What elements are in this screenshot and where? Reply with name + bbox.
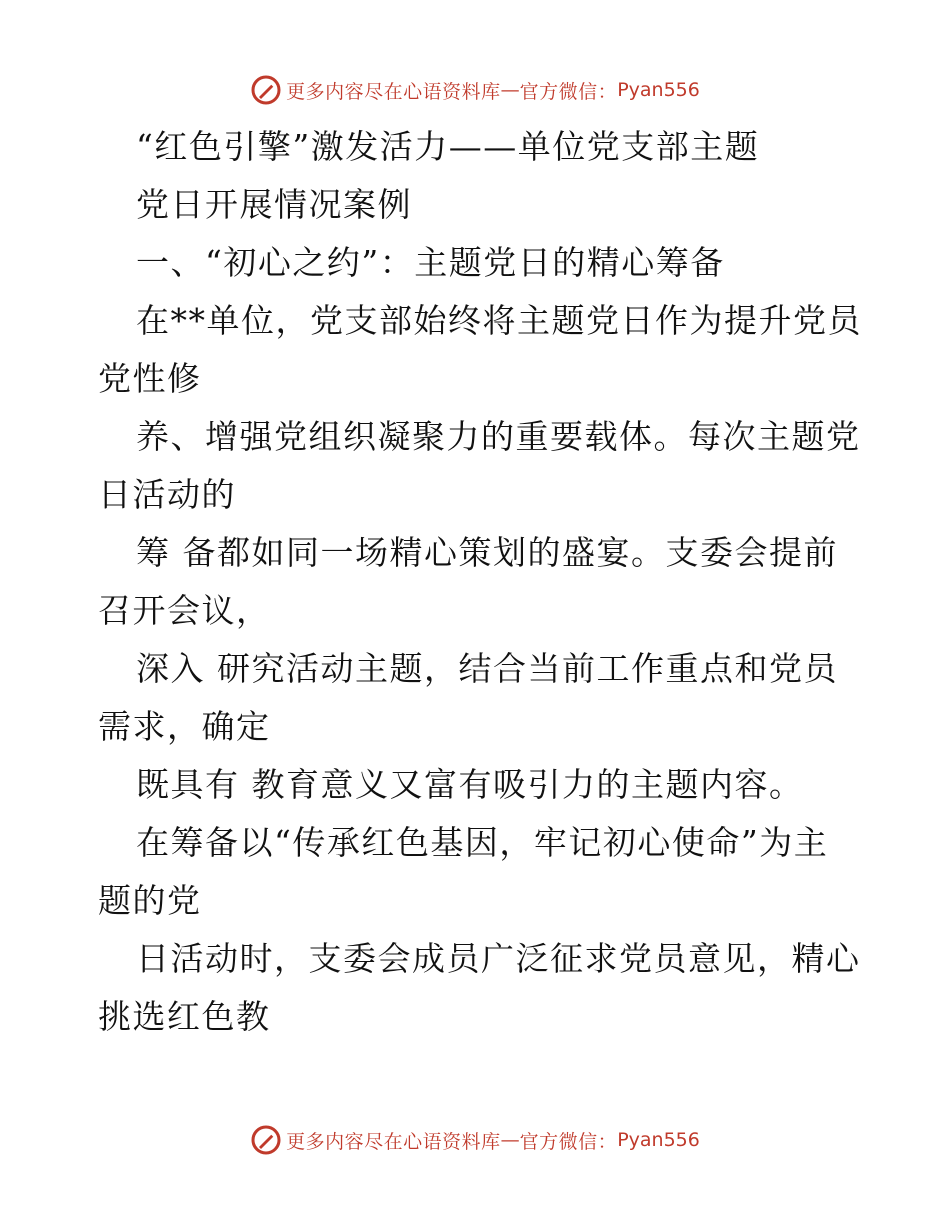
footer-separator: — [500,1129,520,1151]
footer-site-text: 更多内容尽在心语资料库 [286,1130,501,1153]
paragraph-line: 既具有 教育意义又富有吸引力的主题内容。 [136,765,804,804]
header-wechat-id: Pyan556 [617,79,700,101]
paragraph-line: 在筹备以“传承红色基因，牢记初心使命”为主 [136,823,829,862]
header-separator: — [500,79,520,101]
paragraph-line: 题的党 [98,881,202,920]
paragraph-line: 日活动时，支委会成员广泛征求党员意见，精心 [136,939,861,978]
title-line-1: “红色引擎”激发活力——单位党支部主题 [136,127,760,166]
paragraph-line: 需求，确定 [98,707,271,746]
document-body [98,118,862,1046]
paragraph-line: 在**单位，党支部始终将主题党日作为提升党员 [136,301,862,340]
footer-wechat-label: 官方微信： [519,1130,618,1153]
paragraph-line: 养、增强党组织凝聚力的重要载体。每次主题党 [136,417,861,456]
paragraph-line: 深入 研究活动主题，结合当前工作重点和党员 [136,649,838,688]
header-site-text: 更多内容尽在心语资料库 [286,80,501,103]
footer-banner [0,1120,950,1160]
header-wechat-label: 官方微信： [519,80,618,103]
paragraph-line: 挑选红色教 [98,997,271,1036]
pen-logo-icon [250,1124,282,1156]
title-line-2: 党日开展情况案例 [136,185,412,224]
paragraph-line: 召开会议， [98,591,271,630]
section-heading: 一、“初心之约”：主题党日的精心筹备 [136,243,725,282]
paragraph-line: 党性修 [98,359,202,398]
footer-wechat-id: Pyan556 [617,1129,700,1151]
header-banner [0,70,950,110]
paragraph-line: 筹 备都如同一场精心策划的盛宴。支委会提前 [136,533,838,572]
paragraph-line: 日活动的 [98,475,236,514]
pen-logo-icon [250,74,282,106]
